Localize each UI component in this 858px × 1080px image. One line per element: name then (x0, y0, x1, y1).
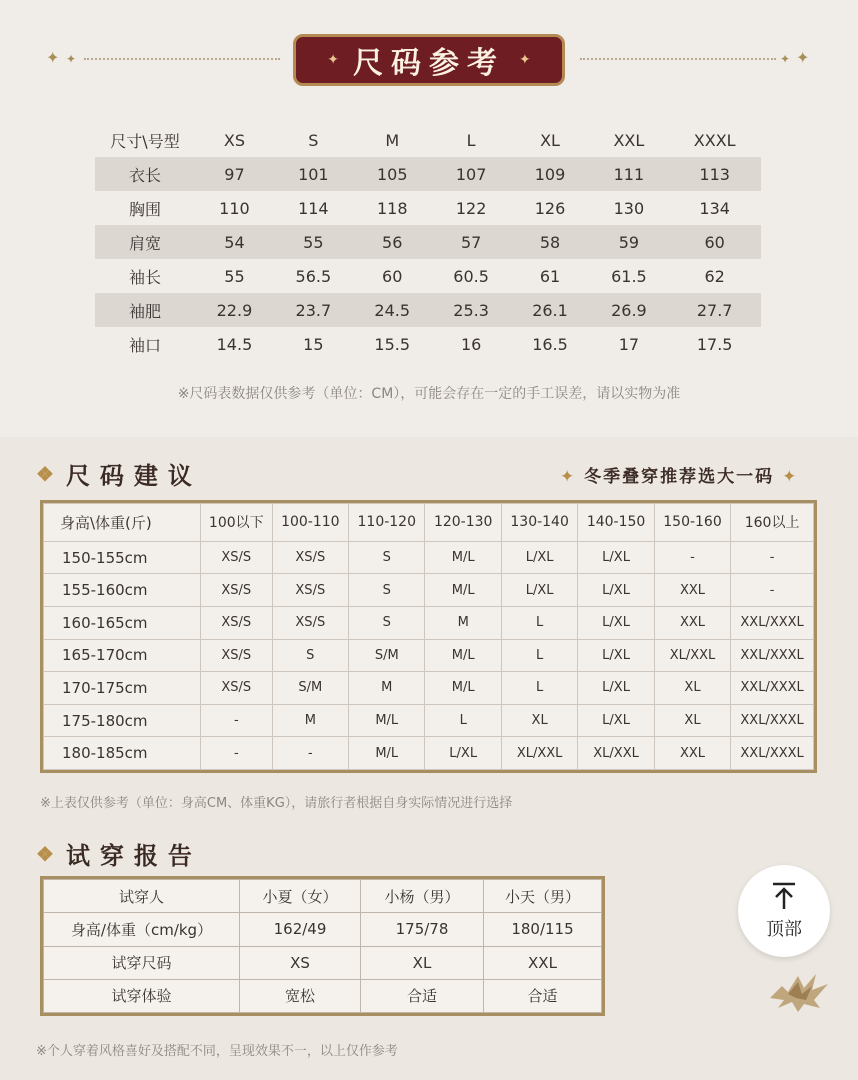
table-cell: XS/S (272, 574, 348, 607)
sparkle-icon: ✦ (774, 467, 799, 487)
size-chart-title: 尺码参考 (353, 46, 505, 81)
table-cell: 16 (460, 334, 482, 354)
table-row (44, 574, 814, 607)
table-cell: 24.5 (353, 293, 432, 327)
table-header-cell: 100-110 (272, 504, 348, 542)
table-row (44, 541, 814, 574)
table-header-cell: 130-140 (501, 504, 577, 542)
table-cell: 试穿体验 (44, 979, 240, 1012)
table-cell: 162/49 (240, 913, 361, 946)
table-cell: M/L (349, 704, 425, 737)
table-cell: L (501, 672, 577, 705)
table-row (44, 737, 814, 770)
table-cell: 小天（男） (484, 880, 602, 913)
table-cell: 17 (618, 334, 640, 354)
table-header-cell: 100以下 (201, 504, 273, 542)
double-chevron-icon: ❖ (36, 461, 54, 486)
table-cell: 26.9 (589, 293, 668, 327)
table-cell: 袖长 (128, 267, 161, 287)
table-cell: 155-160cm (44, 574, 201, 607)
table-cell: 试穿人 (44, 880, 240, 913)
table-cell: S (349, 606, 425, 639)
table-cell: 114 (298, 198, 329, 218)
sparkle-icon: ✦ (46, 48, 60, 67)
winter-tip (560, 462, 798, 487)
table-cell: L (425, 704, 501, 737)
table-cell: 胸围 (128, 199, 161, 219)
table-cell: 小夏（女） (240, 880, 361, 913)
table-cell: 袖口 (128, 335, 161, 355)
table-row (44, 704, 814, 737)
banner-divider-right (580, 58, 776, 60)
table-cell: 170-175cm (44, 672, 201, 705)
table-cell: XS (240, 946, 361, 979)
table-cell: M (349, 672, 425, 705)
table-cell: L (501, 606, 577, 639)
table-row (44, 913, 602, 946)
table-cell: XL (654, 672, 730, 705)
table-cell: 27.7 (668, 293, 761, 327)
table-cell: 14.5 (216, 334, 253, 354)
table-cell: L/XL (578, 639, 654, 672)
size-chart-header-cell: XXXL (693, 130, 736, 150)
table-cell: XL (654, 704, 730, 737)
size-chart-banner (0, 30, 858, 90)
table-cell: M/L (425, 541, 501, 574)
table-header-cell: 140-150 (578, 504, 654, 542)
table-row (44, 672, 814, 705)
table-cell: 130 (613, 198, 645, 218)
table-cell: 180-185cm (44, 737, 201, 770)
back-to-top-label: 顶部 (766, 919, 802, 940)
table-cell: 身高/体重（cm/kg） (44, 913, 240, 946)
table-cell: 16.5 (532, 334, 568, 354)
table-cell: 17.5 (696, 334, 733, 354)
table-cell: L/XL (578, 574, 654, 607)
sparkle-icon: ✦ (66, 52, 77, 66)
sparkle-icon: ✦ (796, 48, 810, 67)
table-cell: 110 (219, 198, 250, 218)
table-cell: 105 (353, 157, 432, 191)
table-cell: - (201, 704, 273, 737)
sparkle-icon: ✦ (560, 467, 585, 487)
table-cell: 15 (303, 334, 324, 354)
table-cell: 134 (699, 198, 730, 218)
table-cell: L/XL (425, 737, 501, 770)
table-cell: XS/S (201, 574, 273, 607)
trial-table (40, 876, 605, 1016)
table-cell: - (272, 737, 348, 770)
table-cell: 宽松 (240, 979, 361, 1012)
table-cell: XS/S (201, 639, 273, 672)
table-cell: - (731, 541, 814, 574)
table-cell: 54 (195, 225, 274, 259)
table-cell: 袖肥 (95, 293, 195, 327)
table-row (95, 327, 761, 361)
table-cell: XXL (654, 574, 730, 607)
table-header-cell: 150-160 (654, 504, 730, 542)
table-cell: 126 (534, 198, 566, 218)
table-cell: 59 (589, 225, 668, 259)
table-cell: 175/78 (361, 913, 484, 946)
table-cell: 15.5 (374, 334, 411, 354)
table-cell: 60 (668, 225, 761, 259)
table-row (44, 946, 602, 979)
size-chart-header-cell: M (385, 130, 400, 150)
table-header-cell: 身高\体重(斤) (44, 504, 201, 542)
table-cell: 109 (511, 157, 590, 191)
table-cell: XS/S (201, 606, 273, 639)
recommendation-note: ※上表仅供参考（单位：身高CM、体重KG），请旅行者根据自身实际情况进行选择 (40, 796, 513, 811)
table-cell: XS/S (201, 672, 273, 705)
table-cell: 160-165cm (44, 606, 201, 639)
table-cell: XXL/XXXL (731, 672, 814, 705)
back-to-top-button[interactable] (738, 865, 830, 957)
table-cell: 23.7 (274, 293, 353, 327)
table-cell: 58 (511, 225, 590, 259)
brand-emblem-logo (768, 968, 830, 1012)
table-cell: 107 (432, 157, 511, 191)
table-cell: 60 (382, 266, 403, 286)
table-cell: L (501, 639, 577, 672)
table-cell: XL (361, 946, 484, 979)
table-cell: 26.1 (511, 293, 590, 327)
table-cell: 62 (704, 266, 725, 286)
table-header-cell: 110-120 (349, 504, 425, 542)
table-cell: L/XL (578, 672, 654, 705)
table-cell: XS/S (201, 541, 273, 574)
table-cell: L/XL (501, 541, 577, 574)
table-row (95, 225, 761, 259)
size-chart-header-row (95, 123, 761, 157)
table-cell: 61 (539, 266, 561, 286)
table-cell: XL/XXL (578, 737, 654, 770)
size-chart-title-plate (293, 34, 565, 86)
recommendation-heading (36, 456, 202, 491)
table-row (95, 157, 761, 191)
table-header-cell: 160以上 (731, 504, 814, 542)
table-cell: XXL (484, 946, 602, 979)
table-cell: XXL (654, 737, 730, 770)
table-cell: XL/XXL (654, 639, 730, 672)
winter-tip-text: 冬季叠穿推荐选大一码 (584, 467, 775, 487)
table-cell: M/L (349, 737, 425, 770)
table-cell: XXL/XXXL (731, 737, 814, 770)
size-chart-header-cell: 尺寸\号型 (110, 131, 180, 151)
table-cell: L/XL (578, 704, 654, 737)
size-chart-table (95, 123, 761, 361)
table-cell: XS/S (272, 541, 348, 574)
table-row (44, 606, 814, 639)
banner-divider-left (84, 58, 280, 60)
table-cell: 101 (274, 157, 353, 191)
table-cell: S (272, 639, 348, 672)
table-cell: XXL/XXXL (731, 606, 814, 639)
trial-title: 试穿报告 (65, 841, 202, 870)
table-cell: M (425, 606, 501, 639)
table-cell: XXL/XXXL (731, 704, 814, 737)
size-chart-header-cell: L (466, 130, 476, 150)
table-cell: 180/115 (484, 913, 602, 946)
table-cell: 肩宽 (95, 225, 195, 259)
diamond-icon: ✦ (327, 52, 339, 68)
table-cell: 122 (455, 198, 487, 218)
table-cell: 175-180cm (44, 704, 201, 737)
table-cell: 57 (432, 225, 511, 259)
table-row (44, 880, 602, 913)
table-cell: XXL/XXXL (731, 639, 814, 672)
table-row (95, 293, 761, 327)
table-row (95, 191, 761, 225)
table-cell: 56.5 (295, 266, 332, 286)
diamond-icon: ✦ (519, 52, 531, 68)
table-header-cell: 120-130 (425, 504, 501, 542)
trial-heading (36, 836, 202, 871)
table-cell: M/L (425, 639, 501, 672)
double-chevron-icon: ❖ (36, 841, 54, 866)
table-cell: 25.3 (432, 293, 511, 327)
table-cell: 113 (668, 157, 761, 191)
recommendation-title: 尺码建议 (65, 461, 202, 490)
recommendation-table (40, 500, 817, 773)
table-cell: 60.5 (453, 266, 489, 286)
table-cell: 111 (589, 157, 668, 191)
table-cell: 61.5 (611, 266, 647, 286)
table-cell: 衣长 (95, 157, 195, 191)
size-chart-header-cell: XXL (613, 130, 645, 150)
table-cell: S (349, 574, 425, 607)
size-chart-note: ※尺码表数据仅供参考（单位：CM），可能会存在一定的手工误差，请以实物为准 (177, 386, 681, 402)
table-cell: 合适 (484, 979, 602, 1012)
table-cell: - (201, 737, 273, 770)
table-cell: M/L (425, 574, 501, 607)
table-row (44, 639, 814, 672)
table-cell: M/L (425, 672, 501, 705)
table-cell: S (349, 541, 425, 574)
size-chart-header-cell: XS (223, 130, 245, 150)
table-cell: S/M (349, 639, 425, 672)
table-cell: L/XL (578, 541, 654, 574)
table-cell: XXL (654, 606, 730, 639)
table-cell: 合适 (361, 979, 484, 1012)
table-cell: M (272, 704, 348, 737)
table-cell: 55 (274, 225, 353, 259)
table-cell: XL/XXL (501, 737, 577, 770)
table-cell: 小杨（男） (361, 880, 484, 913)
table-cell: 150-155cm (44, 541, 201, 574)
table-row (95, 259, 761, 293)
table-cell: XL (501, 704, 577, 737)
table-cell: L/XL (501, 574, 577, 607)
table-cell: S/M (272, 672, 348, 705)
table-row (44, 979, 602, 1012)
sparkle-icon: ✦ (780, 52, 791, 66)
table-cell: 118 (376, 198, 408, 218)
table-cell: XS/S (272, 606, 348, 639)
trial-note: ※个人穿着风格喜好及搭配不同，呈现效果不一，以上仅作参考 (36, 1044, 398, 1059)
recommendation-header-row (44, 504, 814, 542)
size-chart-header-cell: XL (540, 130, 560, 150)
table-cell: 55 (224, 266, 245, 286)
size-chart-header-cell: S (308, 130, 319, 150)
table-cell: - (654, 541, 730, 574)
table-cell: 22.9 (195, 293, 274, 327)
arrow-up-to-top-icon (769, 881, 799, 911)
table-cell: L/XL (578, 606, 654, 639)
table-cell: 试穿尺码 (44, 946, 240, 979)
table-cell: - (731, 574, 814, 607)
table-cell: 97 (195, 157, 274, 191)
table-cell: 56 (353, 225, 432, 259)
table-cell: 165-170cm (44, 639, 201, 672)
